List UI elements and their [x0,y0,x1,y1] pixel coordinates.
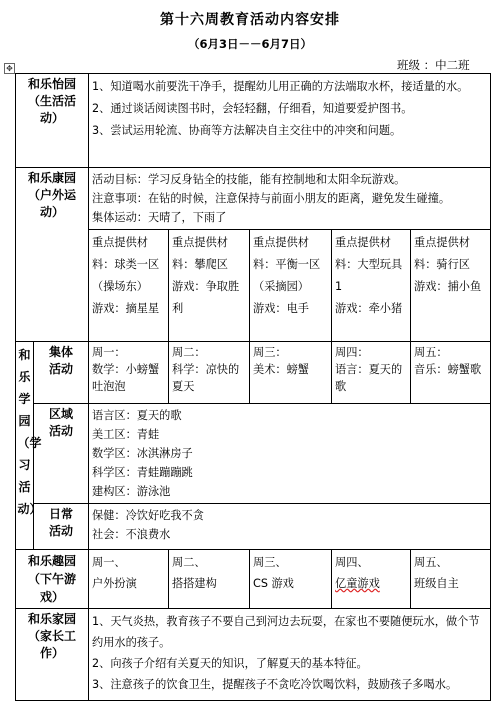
day-label: 周五、 [414,556,448,569]
material-line: 料：攀爬区 [172,258,228,271]
class-label: 班级 ：中二班 [397,58,470,72]
learning-collective-row [16,342,491,404]
collective-label [34,342,89,404]
material-cell [332,230,411,342]
area-item: 建构区：游泳池 [92,485,171,498]
day-content: 音乐：螃蟹歌 [414,363,482,376]
daily-item: 社会：不浪费水 [92,528,171,541]
family-item: 3、注意孩子的饮食卫生，提醒孩子不贪吃冷饮喝饮料，鼓励孩子多喝水。 [92,678,458,691]
page-title: 第十六周教育活动内容安排 [160,12,340,28]
material-line: 游戏：争取胜 [172,280,240,293]
material-line: 料：平衡一区 [253,258,321,271]
afternoon-row [16,550,491,609]
day-content: 数学：小螃蟹吐泡泡 [92,363,160,393]
table-move-handle-icon[interactable]: ✥ [4,63,15,74]
afternoon-label-line: 戏） [40,590,65,604]
area-item: 语言区：夏天的歌 [92,409,182,422]
afternoon-label-line: （下午游 [28,572,77,586]
afternoon-label [16,550,89,609]
family-label-line: 和乐家园 [28,612,77,626]
day-content: 亿童游戏 [335,577,380,590]
learning-daily-row [16,504,491,550]
collective-day-cell [89,342,169,404]
life-row [16,74,491,168]
material-cell [250,230,332,342]
afternoon-day-cell [332,550,411,609]
family-content [89,609,491,701]
material-line: 重点提供材 [172,236,228,249]
day-label: 周四、 [335,556,369,569]
area-item: 科学区：青蛙蹦蹦跳 [92,466,193,479]
family-item: 2、向孩子介绍有关夏天的知识，了解夏天的基本特征。 [92,657,368,670]
material-line: 料：大型玩具 [335,258,403,271]
material-line: 料：骑行区 [414,258,470,271]
material-line: 利 [172,302,184,315]
family-row [16,609,491,701]
collective-label-line: 活动 [49,362,74,376]
day-content: 语言：夏天的歌 [335,363,403,393]
area-content [89,404,491,504]
outdoor-group: 集体运动：天晴了，下雨了 [92,211,227,224]
outdoor-label-line3: 动） [40,205,65,219]
life-item: 2、通过谈话阅读图书时，会轻轻翻，仔细看，知道要爱护图书。 [92,102,413,115]
life-label-line3: 动） [40,111,65,125]
day-label: 周四： [335,346,369,359]
schedule-table [15,73,491,701]
learning-label [16,342,42,550]
daily-content [89,504,491,550]
collective-day-cell [411,342,491,404]
material-line: （操场东） [92,280,148,293]
area-label-line: 区域 [49,407,74,421]
life-label [16,74,89,168]
outdoor-row-top [16,168,491,230]
material-line: 料：球类一区 [92,258,160,271]
outdoor-label-line2: （户外运 [28,188,77,202]
day-label: 周五： [414,346,448,359]
afternoon-day-cell [411,550,491,609]
afternoon-label-line: 和乐趣园 [28,554,77,568]
collective-label-line: 集体 [49,345,74,359]
outdoor-notice: 注意事项：在钻的时候，注意保持与前面小朋友的距离，避免发生碰撞。 [92,192,451,205]
day-content: 班级自主 [414,577,459,590]
afternoon-day-cell [89,550,169,609]
outdoor-content [89,168,491,230]
area-item: 数学区：冰淇淋房子 [92,447,193,460]
afternoon-day-cell [169,550,250,609]
day-label: 周三、 [253,556,287,569]
material-cell [169,230,250,342]
life-label-line2: （生活活 [28,94,77,108]
material-line: 1 [335,280,343,293]
day-content: 美术：螃蟹 [253,363,309,376]
outdoor-label-line1: 和乐康园 [28,171,77,185]
daily-label-line: 活动 [49,524,74,538]
material-line: 重点提供材 [253,236,309,249]
daily-label-line: 日常 [49,507,74,521]
learning-area-row [16,404,491,504]
learning-label-text: 和乐学园（学习活动） [17,348,42,516]
material-line: （采摘园） [253,280,309,293]
area-label-line: 活动 [49,424,74,438]
day-label: 周二、 [172,556,206,569]
material-line: 游戏：电手 [253,302,309,315]
day-content: 户外扮演 [92,577,137,590]
collective-day-cell [332,342,411,404]
collective-day-cell [250,342,332,404]
daily-item: 保健：冷饮好吃我不贪 [92,509,204,522]
outdoor-label [16,168,89,342]
area-label [34,404,89,504]
day-label: 周三： [253,346,287,359]
life-item: 1、知道喝水前要洗干净手，提醒幼儿用正确的方法端取水杯，接适量的水。 [92,80,469,93]
family-label [16,609,89,701]
day-content: 搭搭建构 [172,577,217,590]
material-line: 游戏：牵小猪 [335,302,403,315]
day-label: 周一： [92,346,126,359]
afternoon-day-cell [250,550,332,609]
material-line: 重点提供材 [335,236,391,249]
family-label-line: （家长工 [28,629,77,643]
life-label-line1: 和乐怡园 [28,77,77,91]
material-line: 重点提供材 [92,236,148,249]
date-range: （6月3日－－6月7日） [187,37,312,51]
day-label: 周一、 [92,556,126,569]
material-line: 重点提供材 [414,236,470,249]
material-line: 游戏：捕小鱼 [414,280,482,293]
day-content: 科学：凉快的夏天 [172,363,240,393]
family-item: 1、天气炎热，教育孩子不要自己到河边去玩耍，在家也不要随便玩水，做个节约用水的孩子。 [92,615,480,649]
material-line: 游戏：摘星星 [92,302,160,315]
life-item: 3、尝试运用轮流、协商等方法解决自主交往中的冲突和问题。 [92,124,402,137]
material-cell [89,230,169,342]
day-content: CS 游戏 [253,577,294,590]
life-content [89,74,491,168]
material-cell [411,230,491,342]
day-label: 周二： [172,346,206,359]
area-item: 美工区：青蛙 [92,428,160,441]
outdoor-goal: 活动目标：学习反身钻全的技能，能有控制地和太阳伞玩游戏。 [92,173,406,186]
family-label-line: 作） [40,646,65,660]
collective-day-cell [169,342,250,404]
